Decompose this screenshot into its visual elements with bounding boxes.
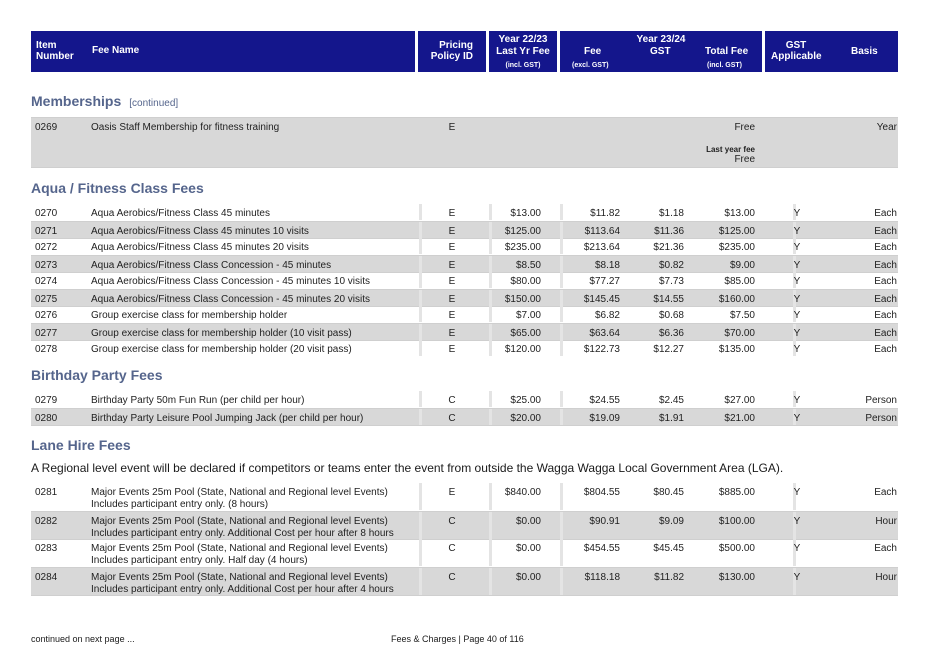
fee-name: Birthday Party 50m Fun Run (per child per hour) <box>91 395 305 406</box>
fee-name: Oasis Staff Membership for fitness training <box>91 122 280 133</box>
last-year-fee: $0.00 <box>515 516 541 527</box>
last-year-fee: $65.00 <box>510 328 541 339</box>
last-year-fee-value: Free <box>734 154 755 165</box>
table-row <box>31 306 898 322</box>
basis: Each <box>874 226 897 237</box>
last-year-fee: $0.00 <box>515 572 541 583</box>
total-fee: $135.00 <box>718 344 755 355</box>
fee-name: Group exercise class for membership holder (20 visit pass) <box>91 344 352 355</box>
header-excl-gst: (excl. GST) <box>572 62 609 69</box>
fee-excl-gst: $77.27 <box>589 276 620 287</box>
fee-name: Aqua Aerobics/Fitness Class 45 minutes <box>91 208 270 219</box>
basis: Each <box>874 487 897 498</box>
basis: Each <box>874 310 897 321</box>
gst-applicable: Y <box>793 516 801 527</box>
header-gst-applicable: GST Applicable <box>771 40 822 62</box>
last-year-fee-label: Last year fee <box>706 145 755 154</box>
last-year-fee: $80.00 <box>510 276 541 287</box>
last-year-fee: $125.00 <box>504 226 541 237</box>
header-fee-name: Fee Name <box>92 45 140 56</box>
fee-excl-gst: $145.45 <box>583 294 620 305</box>
total-fee: $7.50 <box>729 310 755 321</box>
table-row <box>31 221 898 239</box>
total-fee: $125.00 <box>718 226 755 237</box>
fee-name: Major Events 25m Pool (State, National and Regional level Events) <box>91 543 388 554</box>
gst-applicable: Y <box>793 260 801 271</box>
table-row <box>31 204 898 220</box>
table-row <box>31 408 898 426</box>
gst-applicable: Y <box>793 344 801 355</box>
basis: Each <box>874 294 897 305</box>
header-pricing-policy: Pricing Policy ID <box>430 40 473 62</box>
pricing-policy: E <box>448 487 456 498</box>
gst-amount: $45.45 <box>653 543 684 554</box>
gst-amount: $1.91 <box>658 413 684 424</box>
last-year-fee: $8.50 <box>515 260 541 271</box>
fee-excl-gst: $19.09 <box>589 413 620 424</box>
last-year-fee: $7.00 <box>515 310 541 321</box>
item-number: 0273 <box>35 260 58 271</box>
section-title-birthday: Birthday Party Fees <box>31 367 163 383</box>
basis: Each <box>874 260 897 271</box>
item-number: 0269 <box>35 122 58 133</box>
fee-excl-gst: $118.18 <box>584 572 620 583</box>
fee-name-detail: Includes participant entry only. (8 hours) <box>91 499 269 510</box>
last-year-fee: $150.00 <box>504 294 541 305</box>
header-incl-gst-1: (incl. GST) <box>505 62 541 69</box>
gst-amount: $9.09 <box>658 516 684 527</box>
last-year-fee: $235.00 <box>504 242 541 253</box>
last-year-fee: $25.00 <box>510 395 541 406</box>
fee-excl-gst: $804.55 <box>583 487 620 498</box>
basis: Each <box>874 242 897 253</box>
gst-amount: $21.36 <box>653 242 684 253</box>
basis: Hour <box>875 516 897 527</box>
pricing-policy: C <box>448 572 456 583</box>
fee-name: Major Events 25m Pool (State, National and Regional level Events) <box>91 572 388 583</box>
fee-excl-gst: $63.64 <box>589 328 620 339</box>
pricing-policy: E <box>448 276 456 287</box>
gst-amount: $11.82 <box>654 572 684 583</box>
fee-name: Aqua Aerobics/Fitness Class 45 minutes 10 visits <box>91 226 309 237</box>
total-fee: $13.00 <box>724 208 755 219</box>
table-row <box>31 289 898 307</box>
table-row <box>31 539 898 566</box>
gst-amount: $14.55 <box>653 294 684 305</box>
section-title-memberships <box>31 93 178 109</box>
item-number: 0280 <box>35 413 58 424</box>
total-fee: $85.00 <box>724 276 755 287</box>
pricing-policy: E <box>448 242 456 253</box>
pricing-policy: C <box>448 543 456 554</box>
last-year-fee: $20.00 <box>510 413 541 424</box>
pricing-policy: E <box>448 226 456 237</box>
gst-applicable: Y <box>793 276 801 287</box>
pricing-policy: E <box>448 310 456 321</box>
gst-applicable: Y <box>793 208 801 219</box>
basis: Each <box>874 208 897 219</box>
item-number: 0279 <box>35 395 58 406</box>
header-year2324-block <box>560 31 762 72</box>
table-row <box>31 238 898 254</box>
pricing-policy: C <box>448 395 456 406</box>
gst-amount: $0.68 <box>658 310 684 321</box>
header-gst: GST <box>650 46 671 57</box>
section-title-aqua: Aqua / Fitness Class Fees <box>31 180 204 196</box>
total-fee: Free <box>734 122 755 133</box>
pricing-policy: E <box>448 328 456 339</box>
table-row <box>31 511 898 540</box>
gst-applicable: Y <box>793 310 801 321</box>
fee-name: Aqua Aerobics/Fitness Class 45 minutes 20 visits <box>91 242 309 253</box>
total-fee: $70.00 <box>724 328 755 339</box>
total-fee: $235.00 <box>718 242 755 253</box>
fee-name: Aqua Aerobics/Fitness Class Concession - 45 minutes <box>91 260 332 271</box>
header-fee: Fee <box>584 46 602 57</box>
item-number: 0272 <box>35 242 58 253</box>
table-row <box>31 272 898 288</box>
gst-applicable: Y <box>793 242 801 253</box>
last-year-fee: $840.00 <box>504 487 541 498</box>
memberships-title: Memberships <box>31 93 122 109</box>
basis: Each <box>874 543 897 554</box>
header-year-2324: Year 23/24 <box>636 34 686 45</box>
gst-applicable: Y <box>793 226 801 237</box>
item-number: 0281 <box>35 487 58 498</box>
table-row <box>31 391 898 407</box>
item-number: 0278 <box>35 344 58 355</box>
gst-amount: $0.82 <box>658 260 684 271</box>
table-row <box>31 323 898 341</box>
fee-name-detail: Includes participant entry only. Half day (4 hours) <box>91 555 308 566</box>
fee-name-detail: Includes participant entry only. Additional Cost per hour after 4 hours <box>91 584 394 595</box>
header-last-yr-fee: Last Yr Fee <box>496 46 550 57</box>
memberships-continued: [continued] <box>129 98 179 109</box>
header-item-fee-block <box>31 31 415 72</box>
gst-amount: $7.73 <box>658 276 684 287</box>
pricing-policy: C <box>448 516 456 527</box>
gst-amount: $11.36 <box>654 226 684 237</box>
item-number: 0277 <box>35 328 58 339</box>
total-fee: $885.00 <box>718 487 755 498</box>
header-incl-gst-2: (incl. GST) <box>707 62 742 69</box>
fee-excl-gst: $213.64 <box>583 242 620 253</box>
footer-continued: continued on next page ... <box>31 634 135 644</box>
footer-page: Fees & Charges | Page 40 of 116 <box>391 634 524 644</box>
pricing-policy: E <box>448 294 456 305</box>
fee-name-detail: Includes participant entry only. Additional Cost per hour after 8 hours <box>91 528 394 539</box>
table-row <box>31 117 898 168</box>
fee-name: Birthday Party Leisure Pool Jumping Jack (per child per hour) <box>91 413 364 424</box>
last-year-fee: $120.00 <box>504 344 541 355</box>
gst-applicable: Y <box>793 413 801 424</box>
item-number: 0270 <box>35 208 58 219</box>
header-basis: Basis <box>851 46 878 57</box>
header-gst-basis-block <box>765 31 898 72</box>
total-fee: $100.00 <box>718 516 755 527</box>
header-pricing-block <box>418 31 486 72</box>
total-fee: $9.00 <box>729 260 755 271</box>
basis: Person <box>865 413 897 424</box>
fee-excl-gst: $11.82 <box>590 208 620 219</box>
item-number: 0283 <box>35 543 58 554</box>
table-row <box>31 340 898 356</box>
fee-excl-gst: $113.64 <box>584 226 620 237</box>
table-row <box>31 567 898 596</box>
fee-excl-gst: $122.73 <box>583 344 620 355</box>
gst-applicable: Y <box>793 395 801 406</box>
fee-excl-gst: $24.55 <box>589 395 620 406</box>
item-number: 0275 <box>35 294 58 305</box>
gst-amount: $6.36 <box>658 328 684 339</box>
basis: Person <box>865 395 897 406</box>
section-title-lane-hire: Lane Hire Fees <box>31 437 131 453</box>
pricing-policy: E <box>448 260 456 271</box>
gst-amount: $1.18 <box>658 208 684 219</box>
fee-name: Aqua Aerobics/Fitness Class Concession - 45 minutes 20 visits <box>91 294 371 305</box>
gst-applicable: Y <box>793 572 801 583</box>
pricing-policy: E <box>448 122 456 133</box>
basis: Each <box>874 276 897 287</box>
gst-applicable: Y <box>793 294 801 305</box>
total-fee: $21.00 <box>724 413 755 424</box>
table-row <box>31 255 898 273</box>
fee-name: Group exercise class for membership holder (10 visit pass) <box>91 328 352 339</box>
gst-applicable: Y <box>793 328 801 339</box>
basis: Year <box>876 122 897 133</box>
gst-amount: $2.45 <box>658 395 684 406</box>
item-number: 0282 <box>35 516 58 527</box>
item-number: 0274 <box>35 276 58 287</box>
last-year-fee: $13.00 <box>510 208 541 219</box>
header-year-2223: Year 22/23 <box>498 34 548 45</box>
fee-excl-gst: $6.82 <box>594 310 620 321</box>
header-total-fee: Total Fee <box>705 46 749 57</box>
basis: Each <box>874 328 897 339</box>
pricing-policy: E <box>448 344 456 355</box>
item-number: 0284 <box>35 572 58 583</box>
gst-applicable: Y <box>793 543 801 554</box>
fee-excl-gst: $8.18 <box>594 260 620 271</box>
basis: Hour <box>875 572 897 583</box>
total-fee: $130.00 <box>718 572 755 583</box>
pricing-policy: E <box>448 208 456 219</box>
fee-name: Aqua Aerobics/Fitness Class Concession - 45 minutes 10 visits <box>91 276 371 287</box>
last-year-fee: $0.00 <box>515 543 541 554</box>
fee-name: Major Events 25m Pool (State, National and Regional level Events) <box>91 516 388 527</box>
item-number: 0276 <box>35 310 58 321</box>
total-fee: $500.00 <box>718 543 755 554</box>
lane-hire-note: A Regional level event will be declared if competitors or teams enter the event from outside the Wagga Wagga Local Government Area (LGA). <box>31 461 784 475</box>
total-fee: $27.00 <box>724 395 755 406</box>
item-number: 0271 <box>35 226 58 237</box>
fee-name: Group exercise class for membership holder <box>91 310 288 321</box>
table-row <box>31 483 898 510</box>
header-year2223-block <box>489 31 557 72</box>
gst-amount: $80.45 <box>653 487 684 498</box>
header-item-number: Item Number <box>36 40 74 62</box>
fee-excl-gst: $454.55 <box>583 543 620 554</box>
total-fee: $160.00 <box>718 294 755 305</box>
gst-applicable: Y <box>793 487 801 498</box>
basis: Each <box>874 344 897 355</box>
pricing-policy: C <box>448 413 456 424</box>
fee-excl-gst: $90.91 <box>589 516 620 527</box>
gst-amount: $12.27 <box>653 344 684 355</box>
fee-name: Major Events 25m Pool (State, National and Regional level Events) <box>91 487 388 498</box>
